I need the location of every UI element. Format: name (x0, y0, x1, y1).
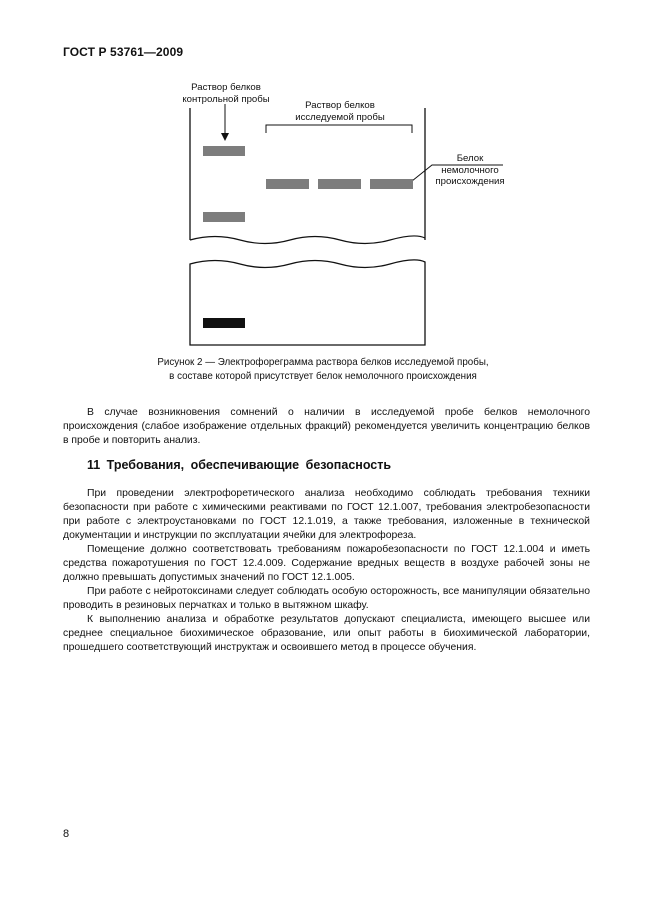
control-arrow-head (221, 133, 229, 141)
label-test-sample (280, 100, 400, 123)
band-test-2 (318, 179, 361, 189)
band-test-1 (266, 179, 309, 189)
caption-line-2: в составе которой присутствует белок немолочного происхождения (169, 370, 477, 382)
label-foreign-line-2: немолочного (441, 164, 499, 176)
band-control-dark (203, 318, 245, 328)
band-test-3 (370, 179, 413, 189)
page-number: 8 (63, 828, 70, 840)
band-control-upper (203, 146, 245, 156)
section-title: 11 Требования, обеспечивающие безопасность (87, 458, 392, 472)
label-control-line-1: Раствор белков (191, 82, 261, 93)
label-foreign-line-1: Белок (456, 153, 484, 164)
lower-gel-frame (190, 260, 425, 345)
paragraph-concentration: В случае возникновения сомнений о наличии в исследуемой пробе белков немолочного происхождения (слабое изображение отдельных фракций) рекомендуется увеличить концентрацию белков в пробе и повторить анализ. (63, 407, 590, 446)
label-test-line-1: Раствор белков (305, 100, 375, 111)
electrophoregram-diagram (0, 0, 646, 400)
label-foreign-line-3: происхождения (435, 176, 505, 187)
document-header: ГОСТ Р 53761—2009 (63, 45, 184, 59)
figure-caption (0, 356, 646, 383)
caption-line-1: Рисунок 2 — Электрофореграмма раствора белков исследуемой пробы, (157, 357, 489, 368)
label-control-sample (166, 82, 286, 105)
band-control-lower (203, 212, 245, 222)
upper-gel-torn-edge (190, 236, 425, 244)
paragraph-personnel: К выполнению анализа и обработке результатов допускают специалиста, имеющего высшее или среднее специальное биохимическое образование, или опыт работы в биохимической лаборатории, прошедшего соответствующий инструктаж и освоившего метод в процессе обучения. (63, 614, 590, 653)
label-test-line-2: исследуемой пробы (295, 111, 385, 123)
label-control-line-2: контрольной пробы (182, 93, 270, 105)
paragraph-safety-requirements: При проведении электрофоретического анализа необходимо соблюдать требования техники безопасности при работе с химическими реактивами по ГОСТ 12.1.007, требования электробезопасности при работе с электроустановками по ГОСТ 12.1.019, а также требования, изложенные в технической документации и инструкции по эксплуатации ячейки для электрофореза. (63, 488, 590, 541)
test-bracket (266, 125, 412, 133)
label-foreign-protein (430, 153, 510, 188)
paragraph-fire-safety: Помещение должно соответствовать требованиям пожаробезопасности по ГОСТ 12.1.004 и иметь средства пожаротушения по ГОСТ 12.4.009. Содержание вредных веществ в воздухе рабочей зоны не должно превышать допустимых значений по ГОСТ 12.1.005. (63, 544, 590, 583)
electrophoregram-figure (0, 0, 646, 400)
paragraph-neurotoxins: При работе с нейротоксинами следует соблюдать особую осторожность, все манипуляции обязательно проводить в резиновых перчатках и только в вытяжном шкафу. (63, 586, 590, 611)
